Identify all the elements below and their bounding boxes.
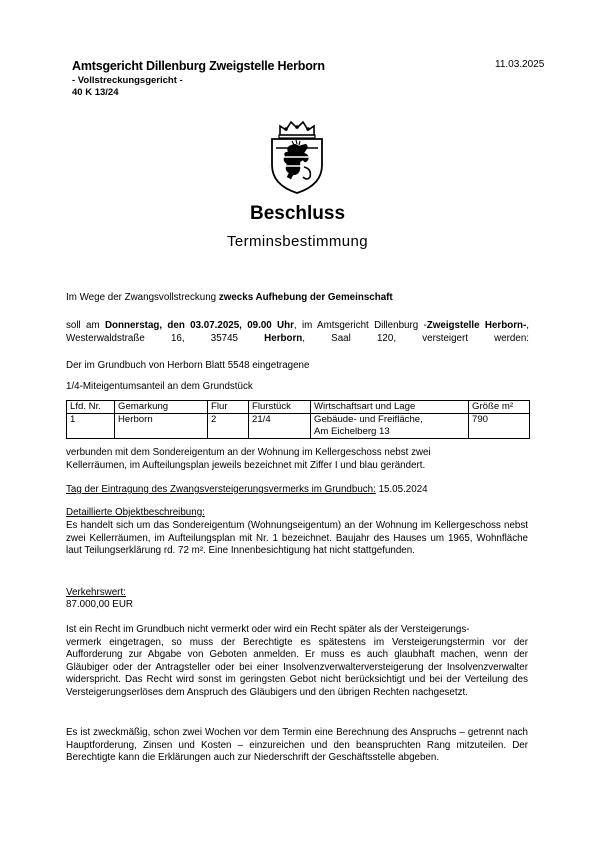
column-header: Gemarkung — [115, 401, 208, 414]
court-name: Amtsgericht Dillenburg Zweigstelle Herborn — [72, 59, 325, 73]
hessen-coat-of-arms-icon — [266, 119, 328, 195]
combined-paragraph — [66, 447, 528, 472]
description-label — [66, 507, 528, 520]
appointment-text-1: soll am — [66, 320, 105, 331]
cell-wirtschaftsart — [311, 414, 469, 439]
appointment-branch: Zweigstelle Herborn- — [426, 320, 527, 331]
cell-gemarkung: Herborn — [115, 414, 208, 439]
appointment-city: Herborn — [264, 332, 303, 344]
share-line: 1/4-Miteigentumsanteil an dem Grundstück — [66, 381, 253, 392]
cell-groesse: 790 — [469, 414, 530, 439]
value-amount: 87.000,00 EUR — [66, 599, 133, 610]
column-header: Flurstück — [249, 401, 311, 414]
notice-1-rest: vermerk eingetragen, so muss der Berechtigte es spätestens im Versteigerungstermin vor der Aufforderung zur Abgabe von Geboten anmelden. Er muss es auch glaubhaft machen, wenn der Gläubiger oder der Antragsteller oder bei einer Insolvenzverwalterversteigerung der Insolvenzverwalter widerspricht. Das Recht wird sonst im geringsten Gebot nicht berücksichtigt und bei der Verteilung des Versteigerungserlöses dem Anspruch des Gläubigers und den übrigen Rechten nachgesetzt. — [66, 636, 528, 698]
notice-paragraph-2: Es ist zweckmäßig, schon zwei Wochen vor dem Termin eine Berechnung des Anspruchs – getrennt nach Hauptforderung, Zinsen und Kosten – einzureichen und den beanspruchten Rang mitzuteilen. Der Berechtigte kann die Erklärungen auch zur Niederschrift der Geschäftsstelle abgeben. — [66, 727, 528, 764]
document-date: 11.03.2025 — [495, 59, 545, 70]
column-header: Flur — [208, 401, 249, 414]
table-row — [67, 414, 530, 439]
file-number: 40 K 13/24 — [72, 87, 119, 98]
intro-bold-text: zwecks Aufhebung der Gemeinschaft — [218, 292, 393, 303]
grundbuch-line: Der im Grundbuch von Herborn Blatt 5548 eingetragene — [66, 360, 310, 371]
registration-line — [66, 484, 528, 497]
cell-wirtschaftsart-line1: Gebäude- und Freifläche, — [314, 414, 423, 425]
cell-nr: 1 — [67, 414, 115, 439]
cell-flurstueck: 21/4 — [249, 414, 311, 439]
description-label-text: Detaillierte Objektbeschreibung: — [66, 507, 205, 518]
cell-flur: 2 — [208, 414, 249, 439]
registration-label: Tag der Eintragung des Zwangsversteigerungsvermerks im Grundbuch: — [66, 484, 376, 495]
value-label-text: Verkehrswert: — [66, 587, 126, 598]
notice-paragraph-1 — [66, 624, 528, 700]
combined-line-2: Kellerräumen, im Aufteilungsplan jeweils bezeichnet mit Ziffer I und blau gerändert. — [66, 459, 426, 471]
intro-paragraph — [66, 292, 528, 305]
table-header-row — [67, 401, 530, 414]
appointment-text-2: , im Amtsgericht Dillenburg - — [293, 320, 427, 331]
appointment-paragraph — [66, 320, 529, 345]
appointment-text-3: , Saal 120, versteigert werden: — [302, 332, 529, 344]
registration-date: 15.05.2024 — [375, 484, 428, 495]
property-table — [66, 400, 530, 439]
column-header: Lfd. Nr. — [67, 401, 115, 414]
notice-1-line-1: Ist ein Recht im Grundbuch nicht vermerkt oder wird ein Recht später als der Versteigerungs- — [66, 624, 470, 635]
column-header: Größe m² — [469, 401, 530, 414]
intro-text: Im Wege der Zwangsvollstreckung — [66, 292, 219, 303]
document-title: Beschluss — [249, 203, 346, 224]
appointment-date: Donnerstag, den 03.07.2025, 09.00 Uhr — [104, 320, 294, 331]
description-text: Es handelt sich um das Sondereigentum (Wohnungseigentum) an der Wohnung im Kellergeschoss nebst zwei Kellerräumen, im Aufteilungsplan mit Nr. 1 bezeichnet. Baujahr des Hauses um 1965, Wohnfläche laut Teilungserklärung rd. 72 m². Eine Innenbesichtigung hat nicht stattgefunden. — [66, 520, 528, 557]
document-subtitle: Terminsbestimmung — [226, 233, 368, 250]
combined-line-1: verbunden mit dem Sondereigentum an der Wohnung im Kellergeschoss nebst zwei — [66, 447, 431, 458]
value-label — [66, 587, 528, 600]
appointment-address: , Westerwaldstraße 16, 35745 — [66, 320, 529, 344]
court-department: - Vollstreckungsgericht - — [72, 75, 183, 86]
cell-wirtschaftsart-line2: Am Eichelberg 13 — [314, 426, 390, 437]
column-header: Wirtschaftsart und Lage — [311, 401, 469, 414]
